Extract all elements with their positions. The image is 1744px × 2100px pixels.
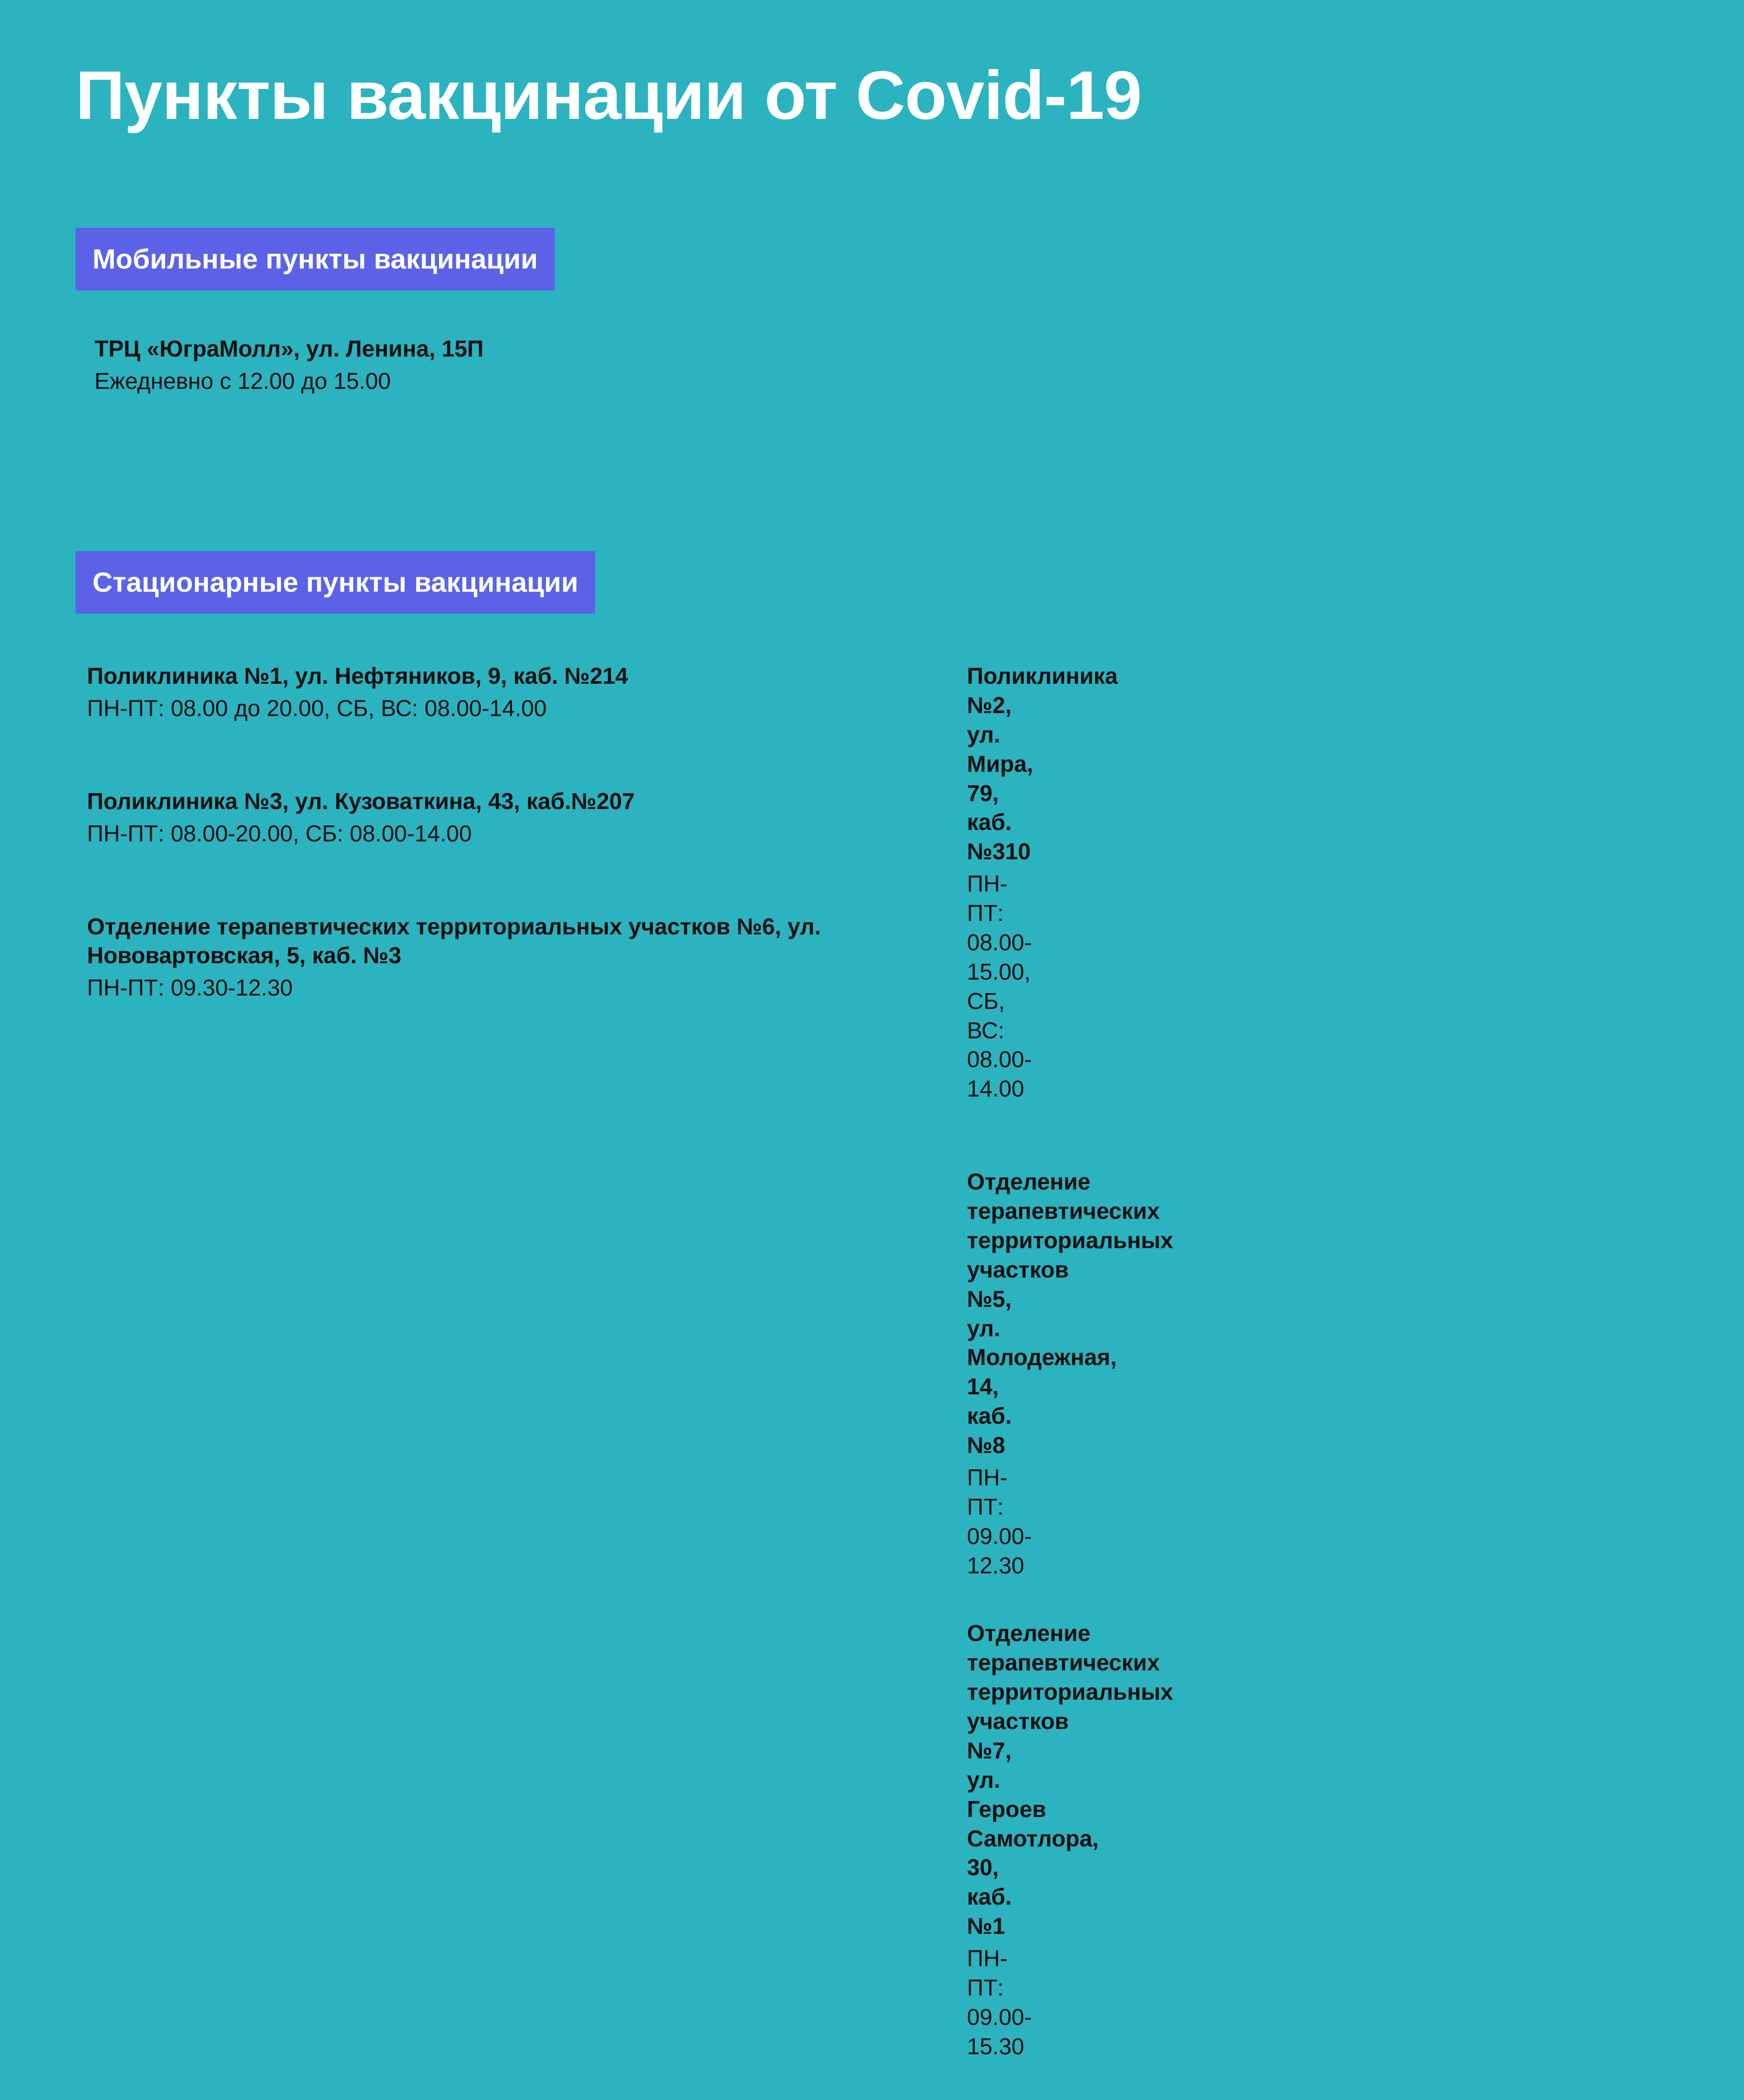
location-hours: Ежедневно с 12.00 до 15.00 <box>94 367 391 394</box>
mobile-points-list <box>94 334 840 435</box>
location-hours: ПН-ПТ: 09.30-12.30 <box>87 975 293 1001</box>
location-hours: ПН-ПТ: 08.00-20.00, СБ: 08.00-14.00 <box>87 820 472 846</box>
location-name: Отделение терапевтических территориальных участков №6, ул. Нововартовская, 5, каб. №3 <box>87 913 821 969</box>
location-name: ТРЦ «ЮграМолл», ул. Ленина, 15П <box>94 336 484 362</box>
list-item <box>94 334 840 396</box>
location-hours: ПН-ПТ: 08.00 до 20.00, СБ, ВС: 08.00-14.00 <box>87 695 547 721</box>
static-points-right-column: Поликлиника №2, ул. Мира, 79, каб. №310 ПН-ПТ: 08.00-15.00, СБ, ВС: 08.00-14.00 Отделение терапевтических территориальных участков №5, ул. Молодежная, 14, каб. №8 ПН-ПТ: 09.00-12.30 Отделение терапевтических территориальных участков №7, ул. Героев Самотлора, 30, каб. №1 ПН-ПТ: 09.00-15.30 <box>967 663 1173 2059</box>
location-name: Поликлиника №1, ул. Нефтяников, 9, каб. №214 <box>87 663 628 689</box>
static-points-columns <box>0 661 1744 2100</box>
location-name: Поликлиника №3, ул. Кузоваткина, 43, каб.№207 <box>87 788 635 814</box>
section-banner-static: Стационарные пункты вакцинации <box>76 551 595 614</box>
section-banner-mobile: Мобильные пункты вакцинации <box>76 228 555 290</box>
page-title: Пункты вакцинации от Covid-19 <box>76 57 1142 134</box>
